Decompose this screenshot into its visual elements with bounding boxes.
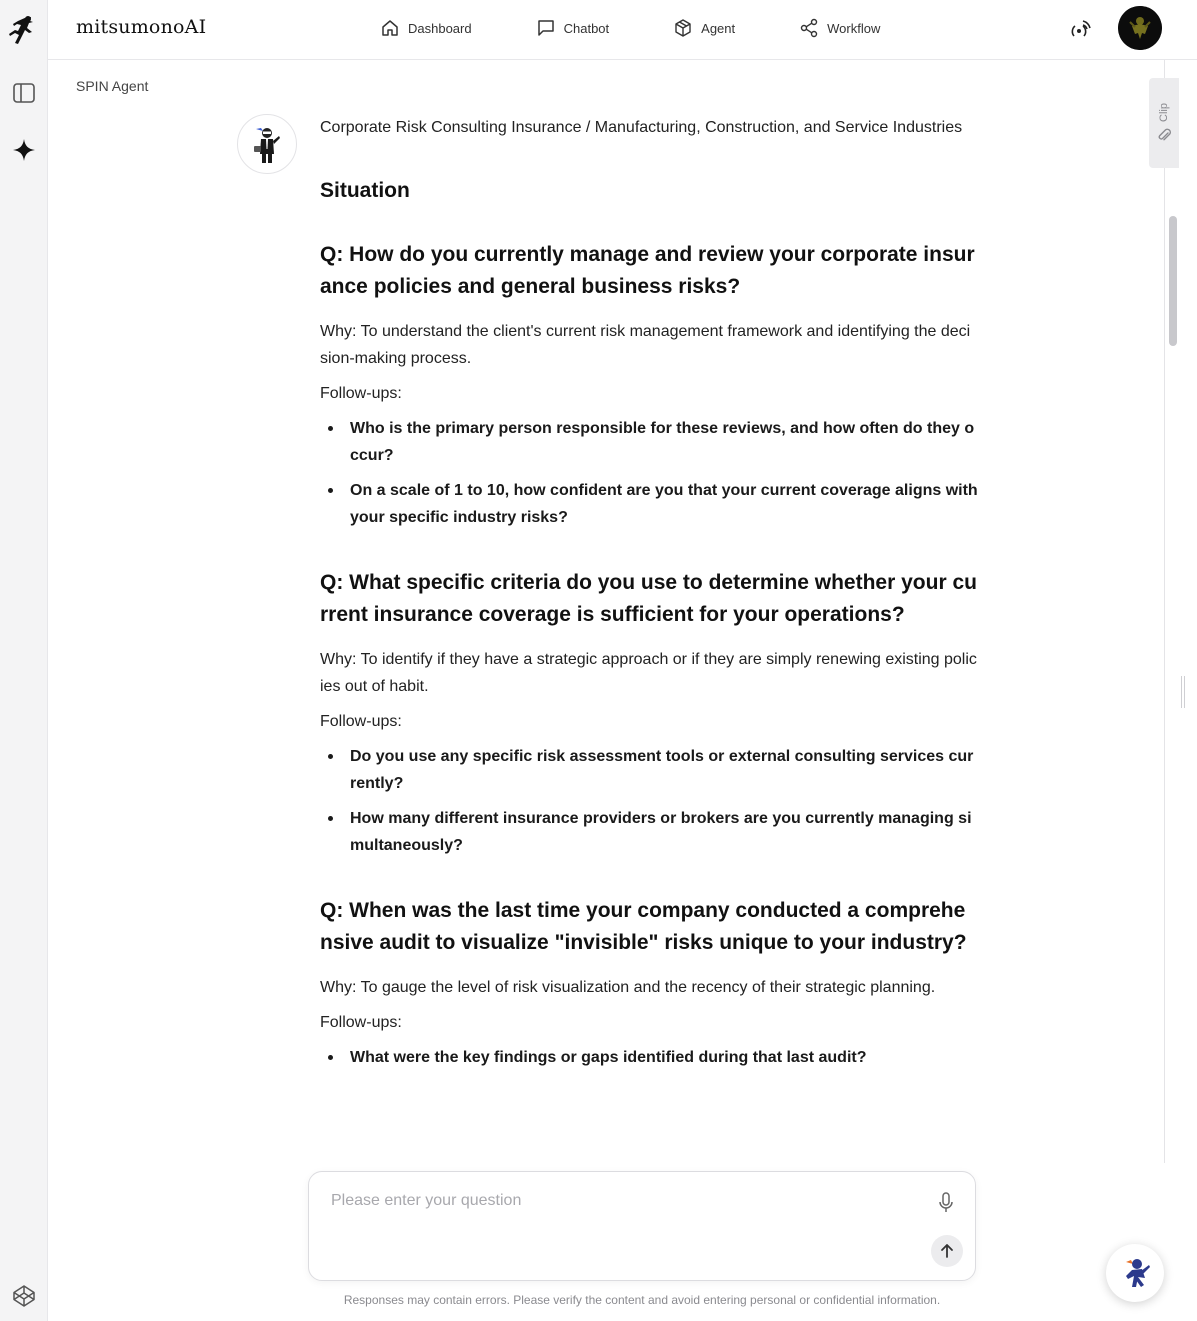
followup-item: How many different insurance providers or brokers are you currently managing simultaneously? [320,805,978,859]
question-why: Why: To identify if they have a strategic approach or if they are simply renewing existing policies out of habit. [320,651,977,695]
followup-list [320,743,978,859]
breadcrumb: SPIN Agent [76,78,149,94]
followups-label: Follow-ups: [320,713,402,730]
top-header [48,0,1197,60]
clip-label: Clip [1158,102,1170,122]
followup-list [320,1044,978,1071]
chat-bubble-icon [536,18,556,38]
question-why: Why: To understand the client's current risk management framework and identifying the decision-making process. [320,323,971,367]
followup-item: What were the key findings or gaps identified during that last audit? [320,1044,978,1071]
clip-tab[interactable] [1149,78,1179,168]
sparkle-icon[interactable] [9,135,39,165]
chat-composer [308,1171,976,1281]
main-nav [380,0,944,56]
question-heading: Q: What specific criteria do you use to determine whether your current insurance coverage is sufficient for your operations? [320,571,977,626]
resize-handle[interactable] [1181,676,1185,708]
microphone-icon[interactable] [935,1192,957,1214]
arrow-up-icon [939,1243,955,1259]
followups-label: Follow-ups: [320,1014,402,1031]
codepen-icon[interactable] [9,1281,39,1311]
question-why: Why: To gauge the level of risk visualization and the recency of their strategic planning. [320,979,936,996]
followup-list [320,415,978,531]
followups-label: Follow-ups: [320,385,402,402]
scrollbar-thumb[interactable] [1169,216,1177,346]
nav-dashboard[interactable] [380,18,472,38]
paperclip-icon [1157,127,1171,143]
share-nodes-icon [799,18,819,38]
followup-item: Who is the primary person responsible for these reviews, and how often do they occur? [320,415,978,469]
agent-response [320,114,978,1160]
nav-dashboard-label: Dashboard [408,20,472,36]
brand-name[interactable]: mitsumonoAI [76,16,207,38]
question-heading: Q: How do you currently manage and review your corporate insurance policies and general business risks? [320,243,975,298]
nav-workflow[interactable] [799,18,880,38]
nav-agent[interactable] [673,18,735,38]
nav-chatbot-label: Chatbot [563,20,610,36]
followup-item: Do you use any specific risk assessment tools or external consulting services currently? [320,743,978,797]
send-button[interactable] [931,1235,963,1267]
nav-workflow-label: Workflow [827,20,881,36]
response-intro: Corporate Risk Consulting Insurance / Manufacturing, Construction, and Service Industries [320,119,963,136]
question-input[interactable] [331,1192,911,1210]
ninja-mascot-icon [1116,1254,1154,1292]
sidebar-toggle-icon[interactable] [9,78,39,108]
home-icon [380,18,400,38]
nav-chatbot[interactable] [536,18,610,38]
assistant-launcher-button[interactable] [1106,1244,1164,1302]
followup-item: On a scale of 1 to 10, how confident are you that your current coverage aligns with your specific industry risks? [320,477,978,531]
agent-avatar [237,114,297,174]
cube-icon [673,18,693,38]
ninja-logo-icon[interactable] [9,16,39,46]
nav-agent-label: Agent [701,20,736,36]
left-rail [0,0,48,1321]
section-title: Situation [320,179,410,202]
question-heading: Q: When was the last time your company conducted a comprehensive audit to visualize "invisible" risks unique to your industry? [320,899,967,954]
broadcast-icon[interactable] [1068,16,1094,42]
disclaimer-text: Responses may contain errors. Please verify the content and avoid entering personal or confidential information. [343,1293,941,1307]
user-avatar[interactable] [1118,6,1162,50]
